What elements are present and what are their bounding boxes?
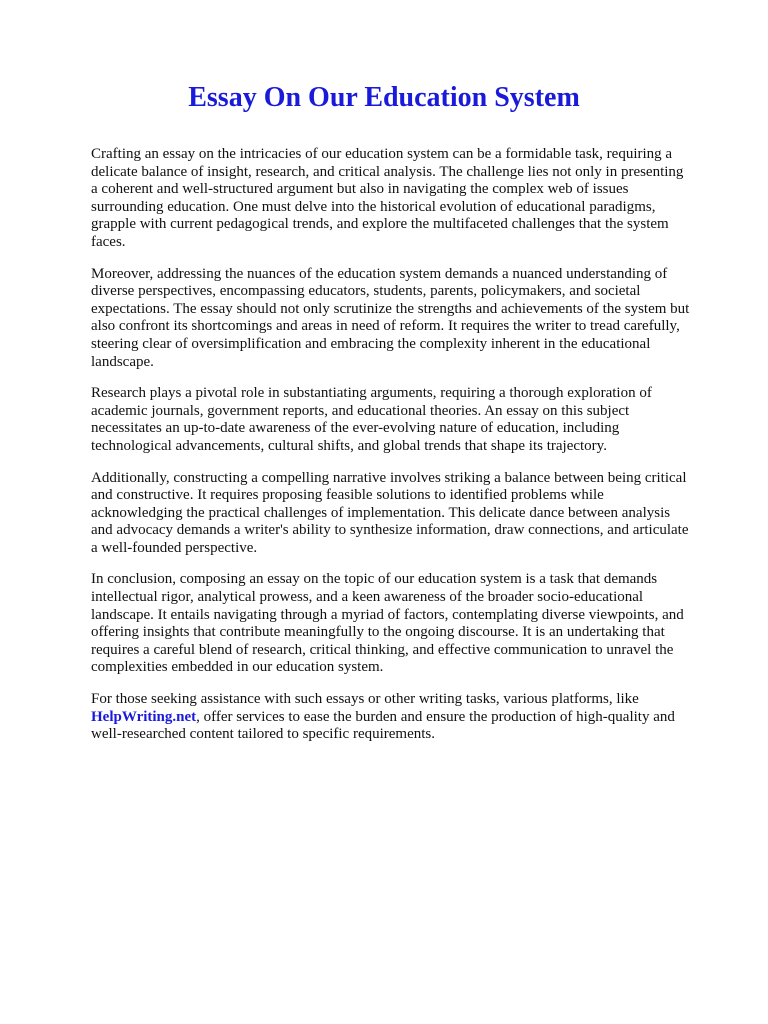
paragraph-5: In conclusion, composing an essay on the topic of our education system is a task that demands intellectual rigor, analytical prowess, and a keen awareness of the broader socio-educational landscape. It entails navigating through a myriad of factors, contemplating diverse viewpoints, and offering insights that contribute meaningfully to the ongoing discourse. It is an undertaking that requires a careful blend of research, critical thinking, and effective communication to unravel the complexities embedded in our education system.	[91, 571, 684, 676]
paragraph-6-before-link: For those seeking assistance with such essays or other writing tasks, various platforms, like	[91, 691, 639, 708]
essay-body	[91, 146, 691, 758]
helpwriting-link[interactable]: HelpWriting.net	[91, 708, 197, 725]
paragraph-6-after-link: , offer services to ease the burden and ensure the production of high-quality and well-researched content tailored to specific requirements.	[91, 708, 675, 743]
paragraph-2: Moreover, addressing the nuances of the education system demands a nuanced understanding of diverse perspectives, encompassing educators, students, parents, policymakers, and societal expectations. The essay should not only scrutinize the strengths and achievements of the system but also confront its shortcomings and areas in need of reform. It requires the writer to tread carefully, steering clear of oversimplification and embracing the complexity inherent in the educational landscape.	[91, 265, 690, 370]
paragraph-3: Research plays a pivotal role in substantiating arguments, requiring a thorough exploration of academic journals, government reports, and educational theories. An essay on this subject necessitates an up-to-date awareness of the ever-evolving nature of education, including technological advancements, cultural shifts, and global trends that shape its trajectory.	[91, 385, 652, 454]
paragraph-4: Additionally, constructing a compelling narrative involves striking a balance between being critical and constructive. It requires proposing feasible solutions to identified problems while acknowledging the practical challenges of implementation. This delicate dance between analysis and advocacy demands a writer's ability to synthesize information, draw connections, and articulate a well-founded perspective.	[91, 469, 689, 556]
page-title: Essay On Our Education System	[188, 82, 580, 113]
paragraph-1: Crafting an essay on the intricacies of our education system can be a formidable task, requiring a delicate balance of insight, research, and critical analysis. The challenge lies not only in presenting a coherent and well-structured argument but also in navigating the complex web of issues surrounding education. One must delve into the historical evolution of educational paradigms, grapple with current pedagogical trends, and explore the multifaceted challenges that the system faces.	[91, 146, 684, 250]
paragraph-6	[91, 691, 691, 744]
